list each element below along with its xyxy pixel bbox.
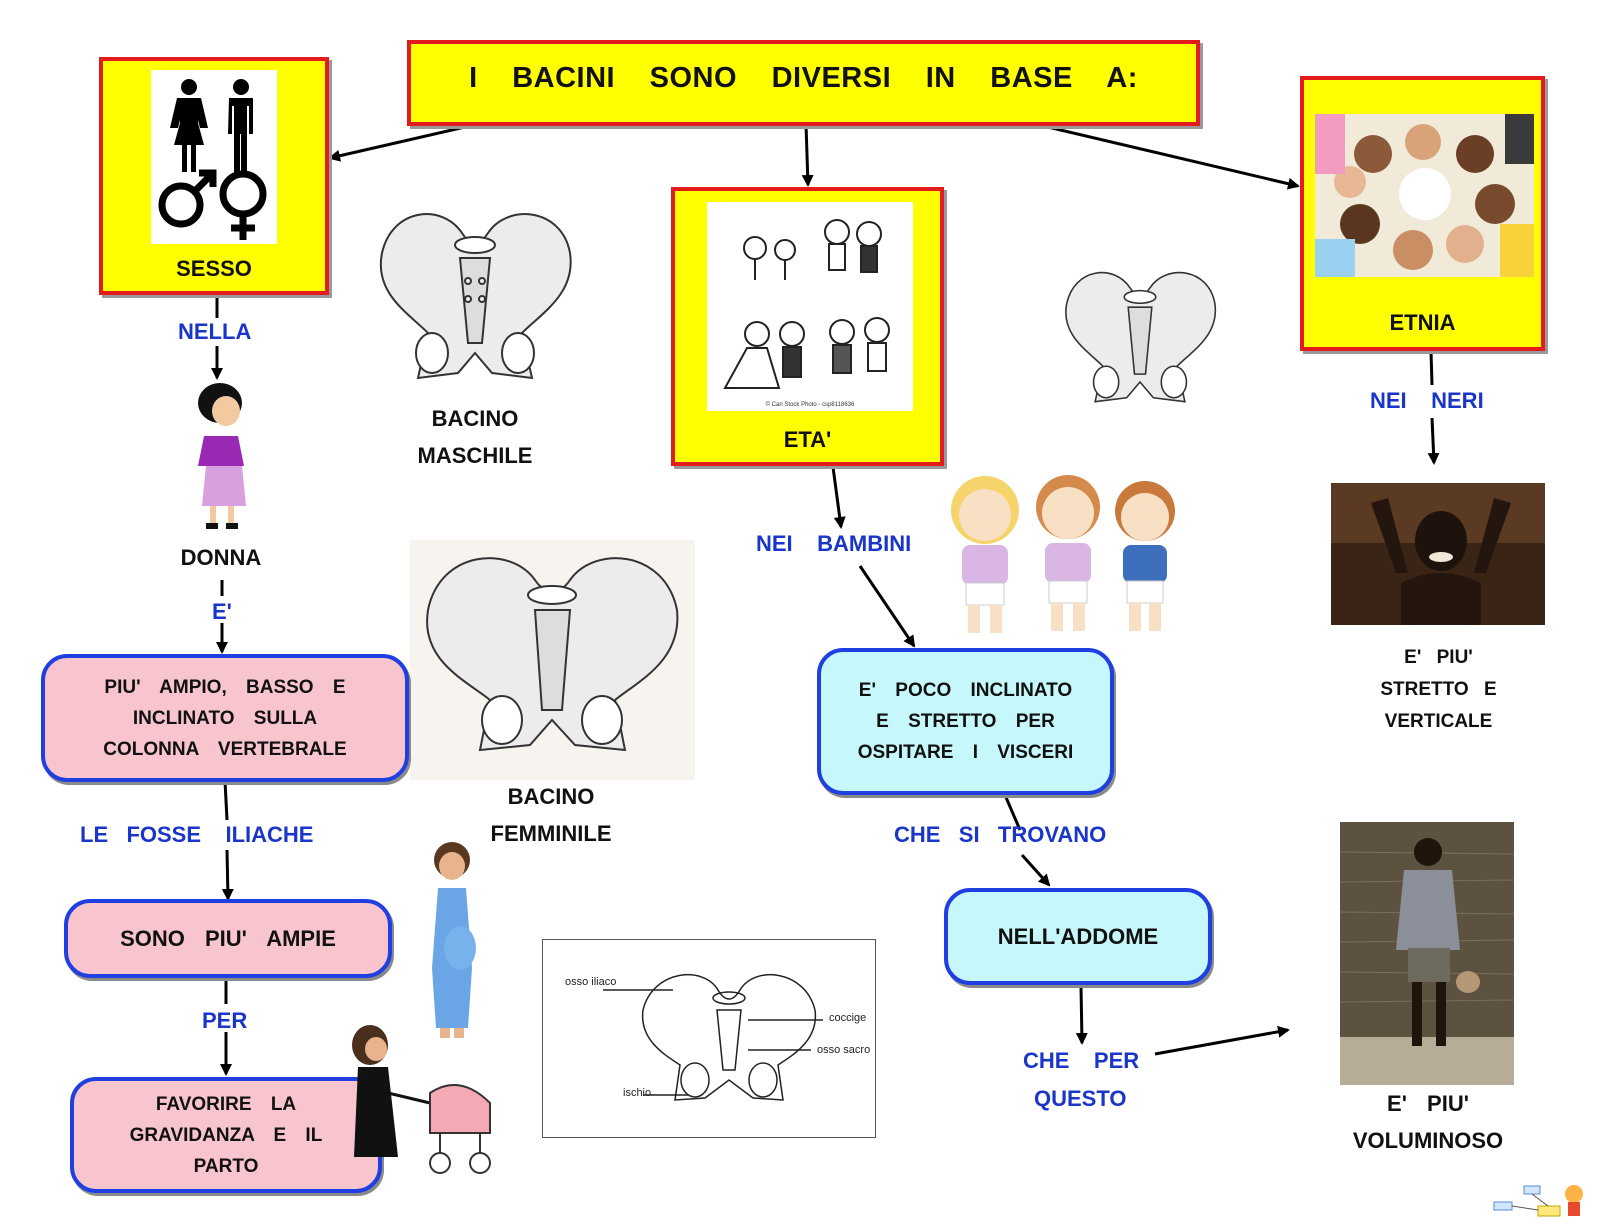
- link-nei-bambini: NEI BAMBINI: [756, 531, 912, 556]
- favor-text: FAVORIRE LA GRAVIDANZA E IL PARTO: [129, 1093, 323, 1177]
- female-pelvis-image: [410, 540, 695, 780]
- edge-addome-che: [1081, 986, 1082, 1043]
- link-questo: QUESTO: [1034, 1086, 1127, 1111]
- edge-chesi-addome: [1022, 855, 1049, 885]
- label-osso-iliaco: osso iliaco: [565, 976, 617, 988]
- black-child-photo: [1331, 483, 1545, 625]
- pelvis-diagram: [542, 939, 876, 1138]
- mars-symbol-icon: [162, 173, 213, 224]
- edge-bambini-box: [860, 566, 914, 646]
- female-pelvis-label: BACINO FEMMINILE: [490, 784, 612, 846]
- fossae-box: [64, 899, 392, 978]
- venus-symbol-icon: [223, 174, 263, 240]
- pregnant-woman-image: [420, 838, 484, 1046]
- gender-symbols-image: [151, 70, 277, 244]
- edge-neri-photo: [1432, 418, 1434, 463]
- mother-stroller-image: [340, 1023, 492, 1183]
- woman-pelvis-box: [41, 654, 409, 782]
- link-che-per: CHE PER: [1023, 1048, 1140, 1073]
- boy-water-photo: [1340, 822, 1514, 1085]
- link-e: E': [212, 599, 232, 624]
- etnia-label: ETNIA: [1389, 310, 1456, 335]
- stock-caption: © Can Stock Photo - csp8118636: [765, 402, 855, 408]
- children-pelvis-box: [817, 648, 1114, 795]
- edge-eta-nei: [833, 467, 841, 527]
- link-fosse-iliache: LE FOSSE ILIACHE: [80, 822, 314, 847]
- male-pelvis-image: [362, 203, 588, 390]
- sesso-box: [99, 57, 329, 295]
- edge-title-eta: [806, 124, 808, 185]
- abdomen-text: NELL'ADDOME: [997, 924, 1159, 949]
- woman-cartoon-image: [184, 381, 258, 533]
- edge-che-voluminoso: [1155, 1030, 1288, 1054]
- eta-label: ETA': [783, 427, 832, 452]
- link-che-si-trovano: CHE SI TROVANO: [894, 822, 1107, 847]
- sesso-label: SESSO: [176, 256, 252, 281]
- black-pelvis-desc: E' PIU' STRETTO E VERTICALE: [1380, 647, 1497, 732]
- link-per: PER: [202, 1008, 248, 1033]
- couples-cartoon-image: [707, 202, 913, 411]
- page-title: I BACINI SONO DIVERSI IN BASE A:: [469, 62, 1138, 94]
- title-box: [407, 40, 1200, 126]
- children-circle-photo: [1315, 114, 1534, 277]
- link-nei-neri: NEI NERI: [1370, 388, 1484, 413]
- children-cartoon-image: [940, 465, 1190, 640]
- male-female-restroom-icon: [170, 79, 253, 172]
- edge-box-fosse: [225, 781, 227, 820]
- voluminous-label: E' PIU' VOLUMINOSO: [1352, 1091, 1504, 1153]
- label-osso-sacro: osso sacro: [817, 1044, 871, 1056]
- children-pelvis-text: E' POCO INCLINATO E STRETTO PER OSPITARE I VISCERI: [857, 680, 1074, 763]
- etnia-box: [1300, 76, 1545, 351]
- link-nella: NELLA: [178, 319, 252, 344]
- pelvis-small-image: [1051, 260, 1229, 415]
- donna-label: DONNA: [180, 545, 262, 570]
- edge-fosse-box: [227, 850, 228, 899]
- eta-box: [671, 187, 944, 466]
- edge-title-sesso: [330, 124, 478, 158]
- woman-pelvis-text: PIU' AMPIO, BASSO E INCLINATO SULLA COLONNA VERTEBRALE: [103, 676, 347, 760]
- abdomen-box: [944, 888, 1212, 985]
- edge-etnia-nei: [1431, 351, 1432, 385]
- male-pelvis-label: BACINO MASCHILE: [417, 406, 533, 468]
- favor-box: [70, 1077, 382, 1193]
- label-coccige: coccige: [829, 1012, 867, 1024]
- edge-title-etnia: [1035, 124, 1298, 186]
- label-ischio: ischio: [623, 1087, 652, 1099]
- cmap-logo: [1492, 1180, 1590, 1222]
- fossae-text: SONO PIU' AMPIE: [120, 926, 336, 951]
